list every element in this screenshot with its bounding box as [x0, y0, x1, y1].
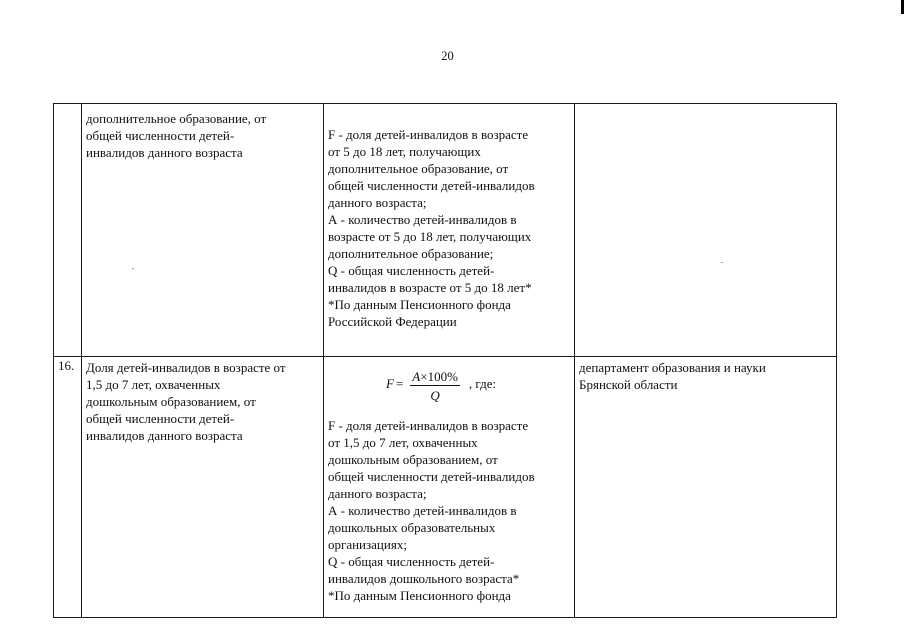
- formula-equals: =: [395, 375, 404, 391]
- method-line: F - доля детей-инвалидов в возрасте: [328, 418, 529, 433]
- scan-edge-mark: [901, 0, 904, 14]
- indicator-line: общей численности детей-: [86, 128, 235, 143]
- formula-lhs: F: [386, 375, 394, 391]
- method-line: Q - общая численность детей-: [328, 554, 495, 569]
- responsible-cell: [575, 104, 837, 357]
- indicator-line: Доля детей-инвалидов в возрасте от: [86, 360, 286, 375]
- calculation-method-cell: [324, 357, 575, 618]
- method-line: от 1,5 до 7 лет, охваченных: [328, 435, 478, 450]
- indicator-line: общей численности детей-: [86, 411, 235, 426]
- indicator-line: инвалидов данного возраста: [86, 145, 243, 160]
- method-line: Q - общая численность детей-: [328, 263, 495, 278]
- method-line: организациях;: [328, 537, 407, 552]
- method-line: дополнительное образование;: [328, 246, 494, 261]
- formula-fraction: [410, 368, 460, 405]
- method-line: данного возраста;: [328, 486, 427, 501]
- formula-description: [328, 417, 570, 604]
- formula-numerator-rest: ×100%: [420, 368, 458, 384]
- method-line: дополнительное образование, от: [328, 161, 509, 176]
- indicator-line: дошкольным образованием, от: [86, 394, 256, 409]
- formula: [386, 357, 570, 409]
- method-line: дошкольным образованием, от: [328, 452, 498, 467]
- responsible-line: департамент образования и науки: [579, 360, 766, 375]
- indicator-cell: [82, 357, 324, 618]
- method-line: А - количество детей-инвалидов в: [328, 212, 517, 227]
- method-line: данного возраста;: [328, 195, 427, 210]
- page-number: 20: [441, 49, 454, 63]
- formula-denominator: Q: [430, 387, 440, 403]
- method-line: общей численности детей-инвалидов: [328, 178, 535, 193]
- indicator-line: инвалидов данного возраста: [86, 428, 243, 443]
- method-line: дошкольных образовательных: [328, 520, 496, 535]
- table-row: [54, 104, 837, 357]
- table-row: [54, 357, 837, 618]
- method-line: А - количество детей-инвалидов в: [328, 503, 517, 518]
- row-number-cell: 16.: [54, 357, 82, 618]
- formula-suffix: , где:: [468, 375, 497, 391]
- formula-numerator-var: A: [412, 368, 421, 384]
- method-line: F - доля детей-инвалидов в возрасте: [328, 127, 529, 142]
- formula-numerator: [410, 368, 460, 386]
- responsible-cell: [575, 357, 837, 618]
- indicator-line: дополнительное образование, от: [86, 111, 267, 126]
- indicator-cell: [82, 104, 324, 357]
- calculation-method-cell: [324, 104, 575, 357]
- method-line: возрасте от 5 до 18 лет, получающих: [328, 229, 532, 244]
- indicators-table: [53, 103, 837, 618]
- method-line: общей численности детей-инвалидов: [328, 469, 535, 484]
- responsible-line: Брянской области: [579, 377, 678, 392]
- method-line: от 5 до 18 лет, получающих: [328, 144, 481, 159]
- method-line: *По данным Пенсионного фонда: [328, 297, 511, 312]
- method-line: Российской Федерации: [328, 314, 457, 329]
- row-number-cell: [54, 104, 82, 357]
- method-line: *По данным Пенсионного фонда: [328, 588, 511, 603]
- method-line: инвалидов в возрасте от 5 до 18 лет*: [328, 280, 532, 295]
- method-line: инвалидов дошкольного возраста*: [328, 571, 520, 586]
- indicator-line: 1,5 до 7 лет, охваченных: [86, 377, 221, 392]
